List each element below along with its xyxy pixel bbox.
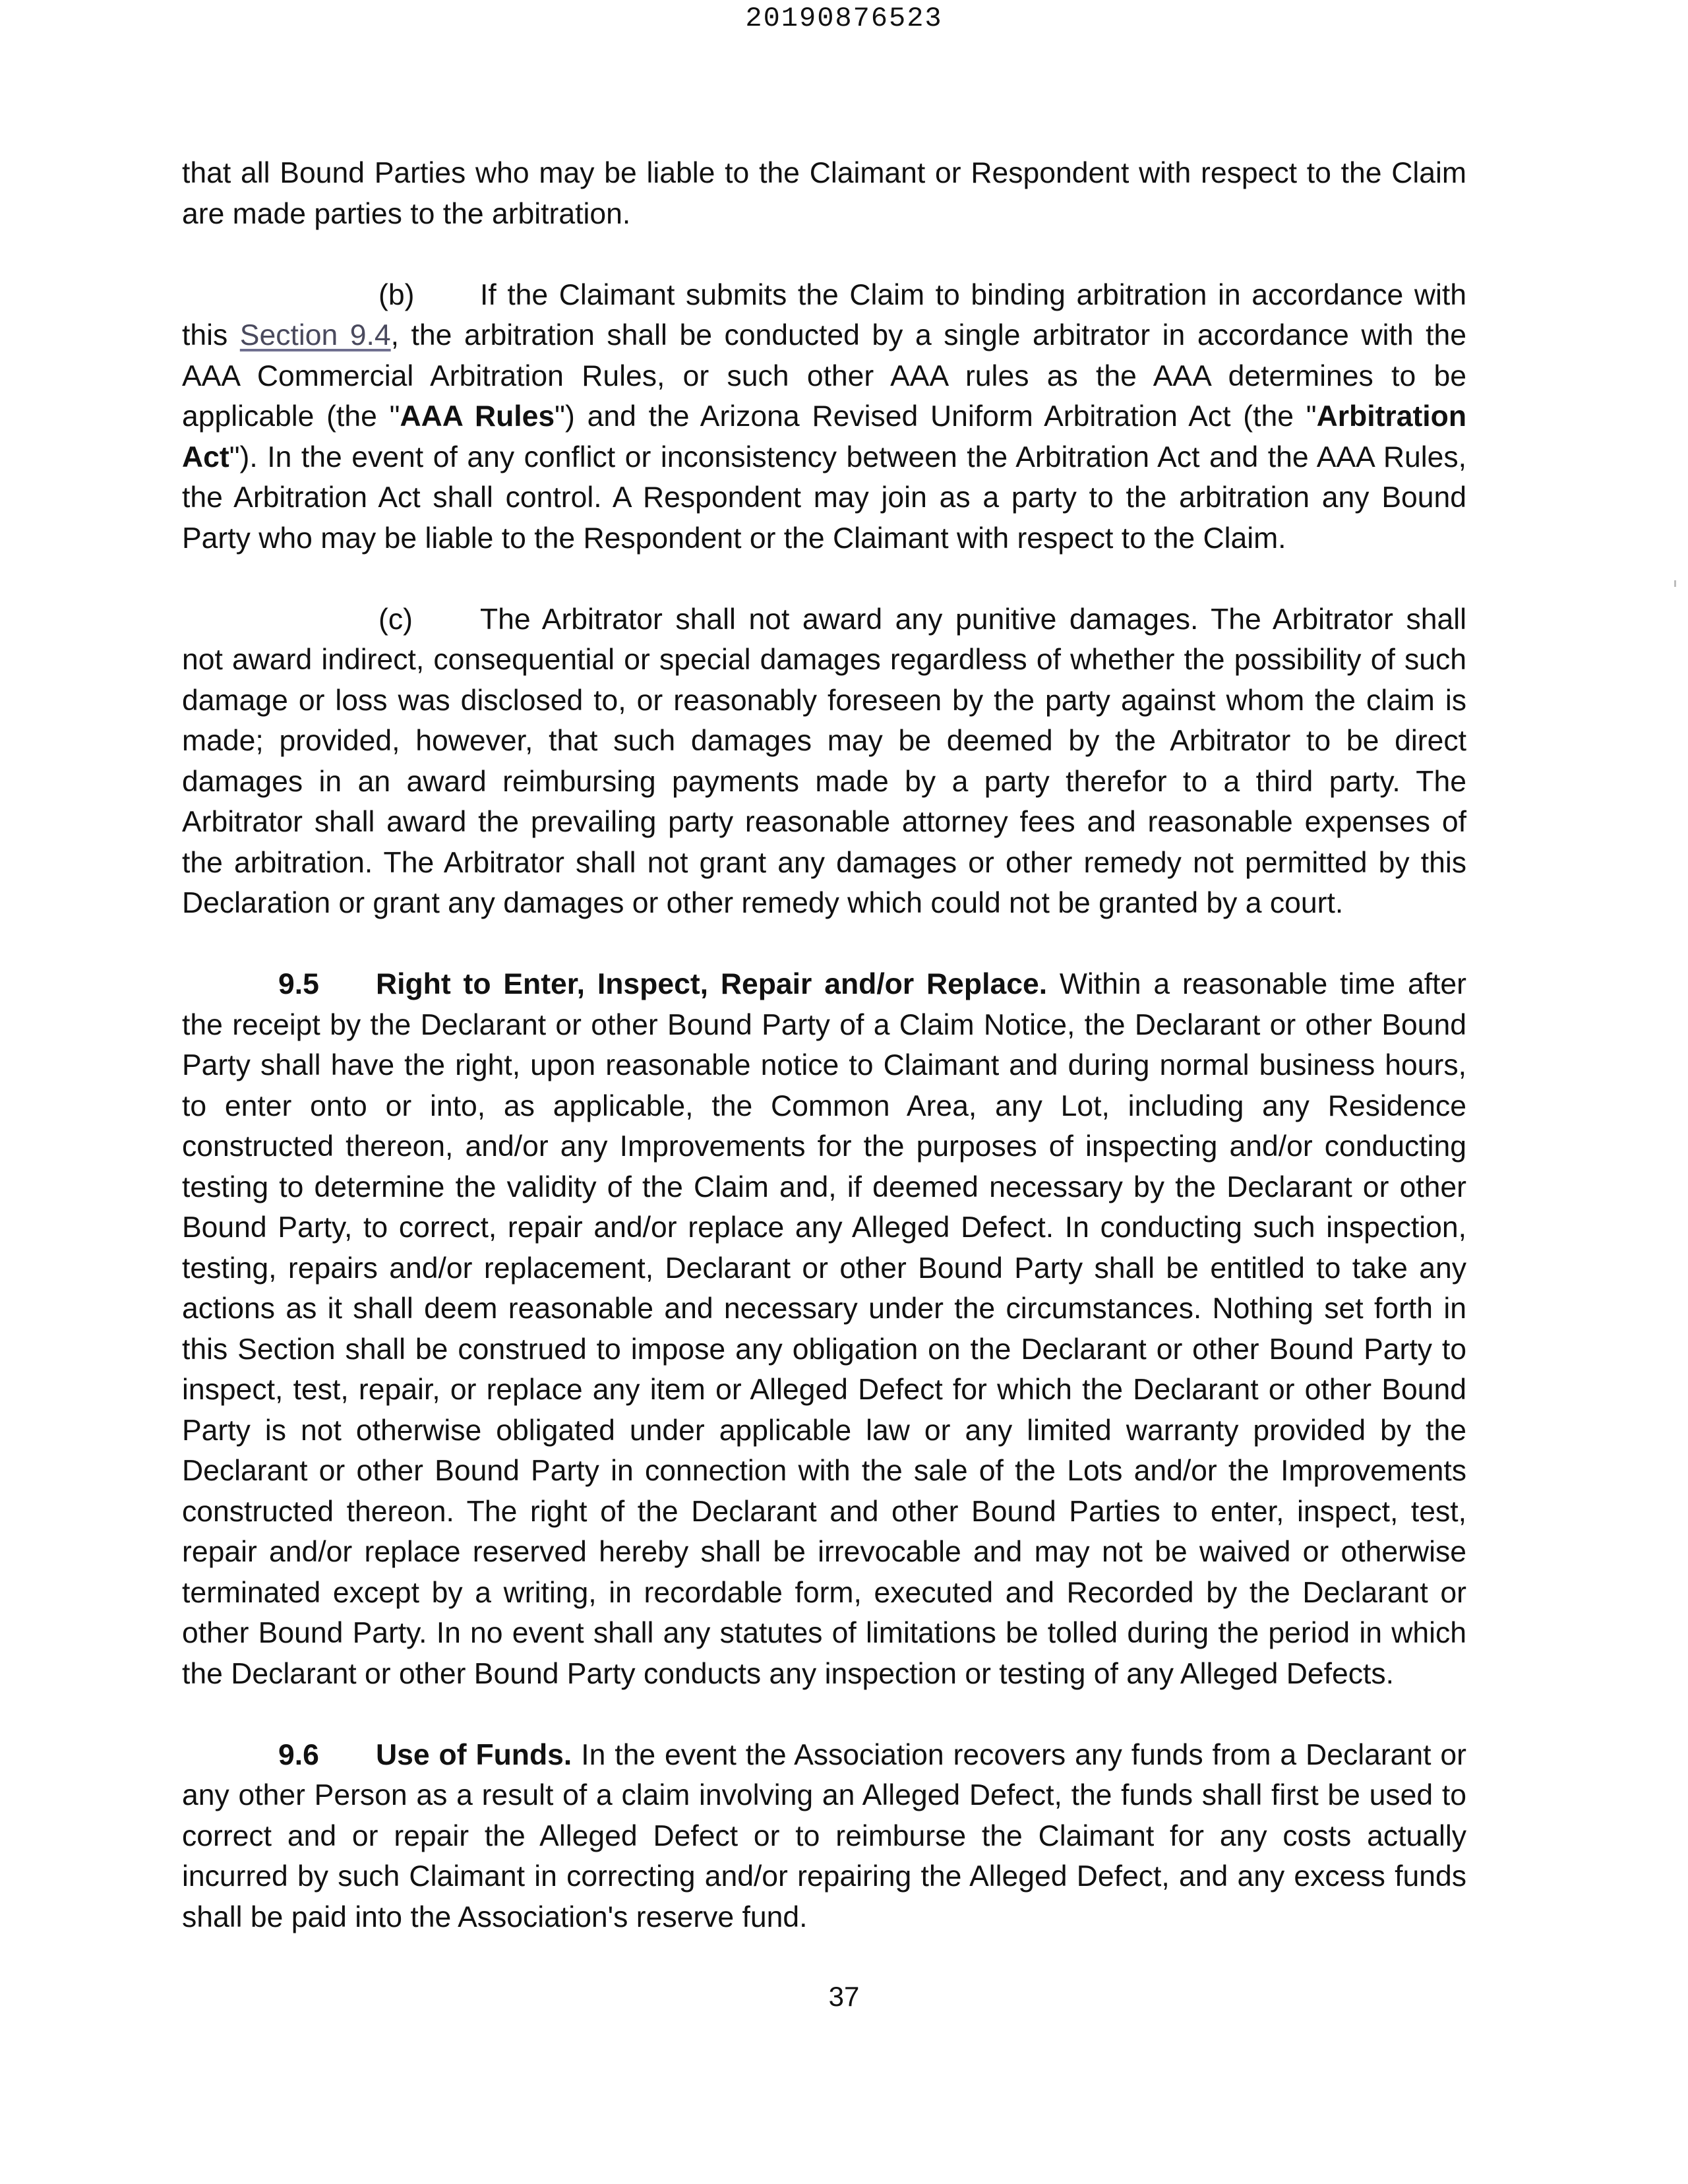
paragraph-b — [182, 275, 1466, 559]
section-9-5 — [182, 964, 1466, 1694]
section-9-6-heading: Use of Funds. — [376, 1738, 572, 1771]
paragraph-b-text-2: , the arbitration shall be conducted by a single arbitrator in accordance with the AAA Commercial Arbitration Rules, or such other AAA rules as the AAA determines to be applicable (the " — [182, 319, 1466, 433]
page-number: 37 — [828, 1981, 860, 2012]
paragraph-b-text-3: ") and the Arizona Revised Uniform Arbitration Act (the " — [555, 400, 1317, 433]
section-9-5-heading: Right to Enter, Inspect, Repair and/or Replace. — [376, 968, 1048, 1000]
paragraph-continuation-text: that all Bound Parties who may be liable to the Claimant or Respondent with respect to the Claim are made parties to the arbitration. — [182, 157, 1466, 230]
document-body — [182, 153, 1466, 1937]
document-number: 20190876523 — [745, 3, 943, 34]
scan-artifact — [1674, 580, 1676, 587]
paragraph-continuation — [182, 153, 1466, 234]
section-9-5-text: Within a reasonable time after the receipt by the Declarant or other Bound Party of a Claim Notice, the Declarant or other Bound Party shall have the right, upon reasonable notice to Claimant and during normal business hours, to enter onto or into, as applicable, the Common Area, any Lot, including any Residence constructed thereon, and/or any Improvements for the purposes of inspecting and/or conducting testing to determine the validity of the Claim and, if deemed necessary by the Declarant or other Bound Party, to correct, repair and/or replace any Alleged Defect. In conducting such inspection, testing, repairs and/or replacement, Declarant or other Bound Party shall be entitled to take any actions as it shall deem reasonable and necessary under the circumstances. Nothing set forth in this Section shall be construed to impose any obligation on the Declarant or other Bound Party to inspect, test, repair, or replace any item or Alleged Defect for which the Declarant or other Bound Party is not otherwise obligated under applicable law or any limited warranty provided by the Declarant or other Bound Party in connection with the sale of the Lots and/or the Improvements constructed thereon. The right of the Declarant and other Bound Parties to enter, inspect, test, repair and/or replace reserved hereby shall be irrevocable and may not be waived or otherwise terminated except by a writing, in recordable form, executed and Recorded by the Declarant or other Bound Party. In no event shall any statutes of limitations be tolled during the period in which the Declarant or other Bound Party conducts any inspection or testing of any Alleged Defects. — [182, 968, 1466, 1690]
section-9-6 — [182, 1735, 1466, 1938]
section-9-6-number: 9.6 — [278, 1738, 319, 1771]
paragraph-b-label: (b) — [378, 278, 415, 311]
section-9-4-reference-link[interactable]: Section 9.4 — [239, 319, 391, 351]
paragraph-b-text-4: "). In the event of any conflict or inconsistency between the Arbitration Act and the AAA Rules, the Arbitration Act shall control. A Respondent may join as a party to the arbitration any Bound Party who may be liable to the Respondent or the Claimant with respect to the Claim. — [182, 440, 1466, 555]
section-9-5-number: 9.5 — [278, 968, 319, 1000]
defined-term-aaa-rules: AAA Rules — [400, 400, 555, 433]
paragraph-c-label: (c) — [378, 603, 413, 636]
section-9-6-text: In the event the Association recovers any funds from a Declarant or any other Person as a result of a claim involving an Alleged Defect, the funds shall first be used to correct and or repair the Alleged Defect or to reimburse the Claimant for any costs actually incurred by such Claimant in correcting and/or repairing the Alleged Defect, and any excess funds shall be paid into the Association's reserve fund. — [182, 1738, 1466, 1933]
defined-term-arbitration-act: Arbitration Act — [182, 400, 1466, 473]
paragraph-b-text-1: If the Claimant submits the Claim to binding arbitration in accordance with this — [182, 278, 1466, 351]
paragraph-c-text: The Arbitrator shall not award any punitive damages. The Arbitrator shall not award indirect, consequential or special damages regardless of whether the possibility of such damage or loss was disclosed to, or reasonably foreseen by the party against whom the claim is made; provided, however, that such damages may be deemed by the Arbitrator to be direct damages in an award reimbursing payments made by a party therefor to a third party. The Arbitrator shall award the prevailing party reasonable attorney fees and reasonable expenses of the arbitration. The Arbitrator shall not grant any damages or other remedy not permitted by this Declaration or grant any damages or other remedy which could not be granted by a court. — [182, 603, 1466, 919]
paragraph-c — [182, 599, 1466, 924]
